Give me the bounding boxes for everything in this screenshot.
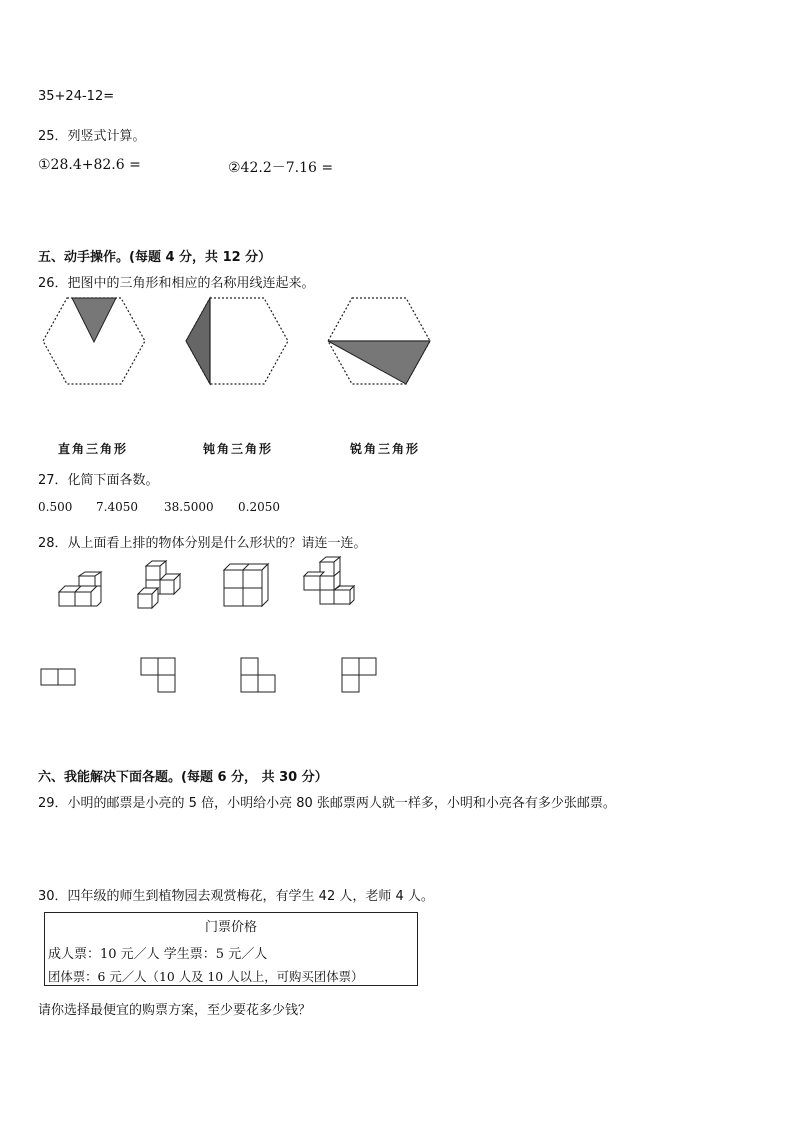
q25-title: 25．列竖式计算。	[38, 129, 146, 144]
ticket-price-table	[44, 912, 418, 986]
shaded-triangle	[186, 298, 210, 384]
q28-title: 28．从上面看上排的物体分别是什么形状的？请连一连。	[38, 536, 367, 551]
q27-number-4: 0.2050	[238, 500, 280, 514]
hexagon-figure-2	[185, 297, 289, 387]
q26-title: 26．把图中的三角形和相应的名称用线连起来。	[38, 276, 315, 291]
section-5-heading: 五、动手操作。(每题 4 分，共 12 分）	[38, 250, 272, 265]
shaded-triangle	[72, 298, 116, 342]
top-view-2	[140, 657, 176, 693]
q30-question: 请你选择最便宜的购票方案，至少要花多少钱？	[38, 1003, 312, 1018]
ticket-price-row-1: 成人票：10 元／人 学生票：5 元／人	[48, 947, 268, 962]
hexagon-figure-1	[42, 297, 146, 387]
q27-number-3: 38.5000	[164, 500, 214, 514]
q30-title: 30．四年级的师生到植物园去观赏梅花，有学生 42 人，老师 4 人。	[38, 889, 434, 904]
top-view-1	[40, 668, 76, 686]
section-6-heading: 六、我能解决下面各题。(每题 6 分， 共 30 分）	[38, 770, 328, 785]
cube-object-2	[136, 560, 188, 612]
top-view-4	[341, 657, 377, 693]
q27-number-1: 0.500	[38, 500, 73, 514]
label-acute-triangle: 锐角三角形	[350, 442, 421, 456]
ticket-price-row-2: 团体票：6 元／人（10 人及 10 人以上，可购买团体票）	[48, 969, 364, 984]
q27-title: 27．化简下面各数。	[38, 473, 159, 488]
cube-object-1	[55, 572, 107, 610]
q24-expression: 35+24-12=	[38, 89, 115, 104]
q25-item-2: ②42.2－7.16 =	[228, 160, 334, 176]
top-view-3	[240, 657, 276, 693]
shaded-triangle	[328, 341, 430, 384]
label-right-triangle: 直角三角形	[58, 442, 129, 456]
q25-item-1: ①28.4+82.6 =	[38, 157, 141, 173]
cube-object-3	[220, 562, 270, 610]
cube-object-4	[300, 556, 356, 612]
ticket-price-title: 门票价格	[204, 920, 257, 935]
q27-number-2: 7.4050	[96, 500, 138, 514]
label-obtuse-triangle: 钝角三角形	[203, 442, 274, 456]
hexagon-figure-3	[327, 297, 431, 387]
q29-title: 29．小明的邮票是小亮的 5 倍，小明给小亮 80 张邮票两人就一样多，小明和小亮各有多少张邮票。	[38, 796, 616, 811]
